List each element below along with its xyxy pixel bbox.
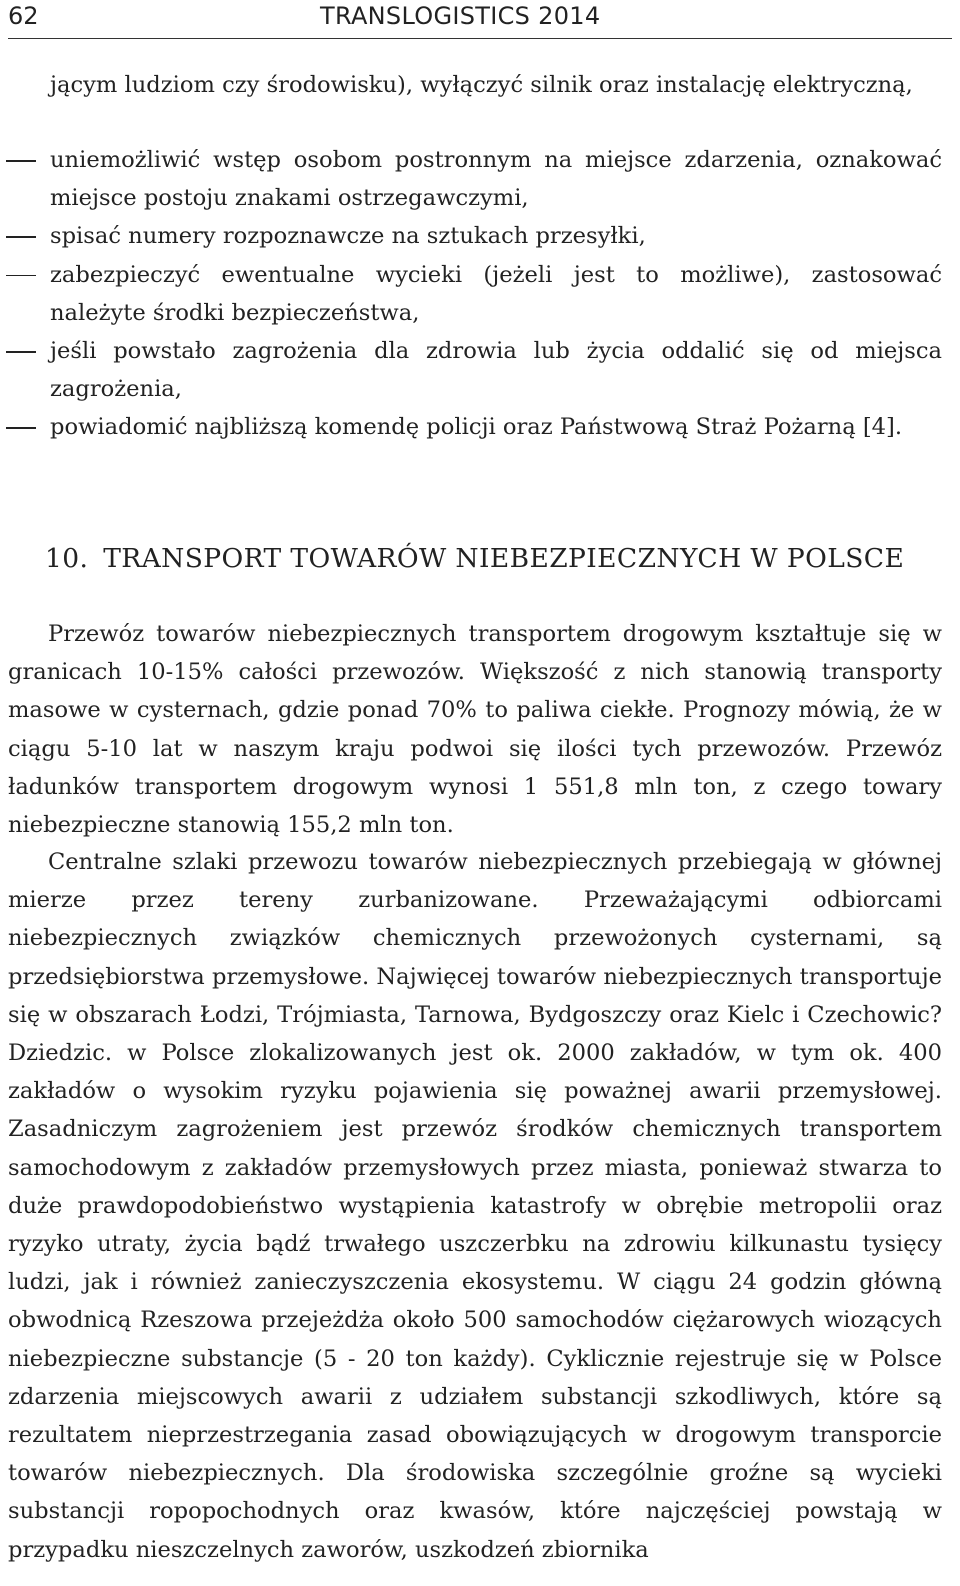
- list-continuation-text: jącym ludziom czy środowisku), wyłączyć silnik oraz instalację elektryczną,: [50, 72, 913, 98]
- list-item: [0, 408, 942, 446]
- em-dash-bullet: [6, 236, 36, 238]
- list-item-text: jeśli powstało zagrożenia dla zdrowia lub życia oddalić się od miejsca zagrożenia,: [50, 338, 942, 403]
- list-item: [0, 217, 942, 255]
- page-number: 62: [8, 2, 39, 30]
- running-header: [8, 0, 952, 39]
- list-item: [0, 141, 942, 217]
- list-item-text: powiadomić najbliższą komendę policji oraz Państwową Straż Pożarną [4].: [50, 414, 903, 441]
- body-paragraph: Centralne szlaki przewozu towarów niebezpiecznych przebiegają w głównej mierze przez tereny zurbanizowane. Przeważającymi odbiorcami niebezpiecznych związków chemicznych przewożonych cysternami, są przedsiębiorstwa przemysłowe. Najwięcej towarów niebezpiecznych transportuje się w obszarach Łodzi, Trójmiasta, Tarnowa, Bydgoszczy oraz Kielc i Czechowic?Dziedzic. w Polsce zlokalizowanych jest ok. 2000 zakładów, w tym ok. 400 zakładów o wysokim ryzyku pojawienia się poważnej awarii przemysłowej. Zasadniczym zagrożeniem jest przewóz środków chemicznych transportem samochodowym z zakładów przemysłowych przez miasta, ponieważ stwarza to duże prawdopodobieństwo wystąpienia katastrofy w obrębie metropolii oraz ryzyko utraty, życia bądź trwałego uszczerbku na zdrowiu kilkunastu tysięcy ludzi, jak i również zanieczyszczenia ekosystemu. W ciągu 24 godzin główną obwodnicą Rzeszowa przejeżdża około 500 samochodów ciężarowych wiozących niebezpieczne substancje (5 - 20 ton każdy). Cyklicznie rejestruje się w Polsce zdarzenia miejscowych awarii z udziałem substancji szkodliwych, które są rezultatem nieprzestrzegania zasad obowiązujących w drogowym transporcie towarów niebezpiecznych. Dla środowiska szczególnie groźne są wycieki substancji ropopochodnych oraz kwasów, które najczęściej powstają w przypadku nieszczelnych zaworów, uszkodzeń zbiornika: [8, 849, 942, 1563]
- em-dash-bullet: [6, 160, 36, 162]
- section-heading: [45, 543, 904, 574]
- list-item-text: spisać numery rozpoznawcze na sztukach przesyłki,: [50, 223, 646, 250]
- em-dash-bullet: [6, 427, 36, 429]
- list-item: [0, 332, 942, 408]
- body-paragraph: Przewóz towarów niebezpiecznych transportem drogowym kształtuje się w granicach 10-15% całości przewozów. Większość z nich stanowią transporty masowe w cysternach, gdzie ponad 70% to paliwa ciekłe. Prognozy mówią, że w ciągu 5-10 lat w naszym kraju podwoi się ilości tych przewozów. Przewóz ładunków transportem drogowym wynosi 1 551,8 mln ton, z czego towary niebezpieczne stanowią 155,2 mln ton.: [8, 621, 942, 839]
- list-item: [0, 256, 942, 332]
- section-number: 10.: [45, 543, 89, 574]
- list-item-text: zabezpieczyć ewentualne wycieki (jeżeli jest to możliwe), zastosować należyte środki bezpieczeństwa,: [50, 261, 942, 326]
- section-title: TRANSPORT TOWARÓW NIEBEZPIECZNYCH W POLSCE: [103, 543, 905, 574]
- dash-list: [0, 141, 942, 447]
- em-dash-bullet: [6, 275, 36, 277]
- list-item-text: uniemożliwić wstęp osobom postronnym na miejsce zdarzenia, oznakować miejsce postoju znakami ostrzegawczymi,: [50, 147, 942, 212]
- em-dash-bullet: [6, 351, 36, 353]
- running-title: TRANSLOGISTICS 2014: [320, 2, 601, 30]
